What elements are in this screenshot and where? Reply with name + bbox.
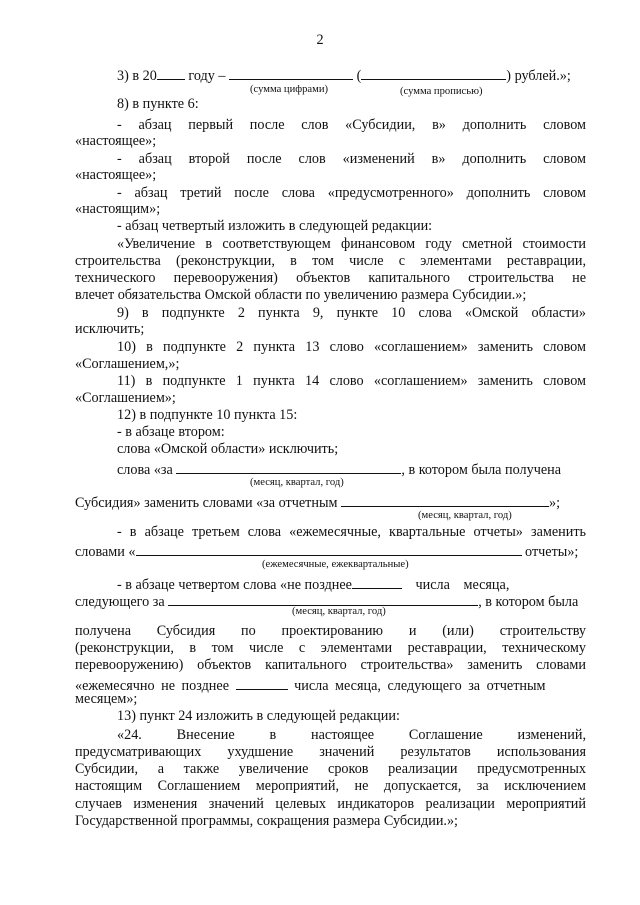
line-13: влечет обязательства Омской области по увеличению размера Субсидии.»;: [75, 287, 527, 303]
line-11: строительства (реконструкции, в том числе с элементами реставрации,: [75, 253, 586, 269]
line-31: перевооружению) объектов капитального строительства» заменить словами: [75, 657, 586, 673]
line-1: 3) в 20 году – ( ) рублей.»;: [117, 65, 586, 85]
line-27: - в абзаце четвертом слова «не позднее числа месяца,: [117, 574, 586, 594]
blank-sum-words: [361, 65, 506, 80]
line-32: «ежемесячно не позднее числа месяца, следующего за отчетным: [75, 675, 586, 695]
caption-sum-words: (сумма прописью): [400, 86, 483, 97]
line-8: «настоящим»;: [75, 201, 161, 217]
line-14: 9) в подпункте 2 пункта 9, пункте 10 слова «Омской области»: [117, 305, 586, 321]
line-23: слова «за , в котором была получена: [117, 459, 586, 479]
blank-report-type: [136, 541, 522, 556]
line-9: - абзац четвертый изложить в следующей редакции:: [117, 218, 433, 234]
line-28: следующего за , в котором была: [75, 591, 586, 611]
line-35: «24. Внесение в настоящее Соглашение изменений,: [117, 727, 586, 743]
line-7: - абзац третий после слова «предусмотренного» дополнить словом: [117, 185, 586, 201]
line-24: Субсидия» заменить словами «за отчетным »;: [75, 492, 586, 512]
line-39: случаев изменения значений целевых индикаторов реализации мероприятий: [75, 796, 586, 812]
line-5: - абзац второй после слов «изменений в» дополнить словом: [117, 151, 586, 167]
blank-period-1: [176, 459, 401, 474]
line-20: 12) в подпункте 10 пункта 15:: [117, 407, 298, 423]
caption-report-type: (ежемесячные, ежеквартальные): [262, 559, 409, 570]
line-15: исключить;: [75, 321, 145, 337]
blank-day-2: [236, 675, 288, 690]
blank-year: [157, 65, 185, 80]
line-22: слова «Омской области» исключить;: [117, 441, 339, 457]
line-18: 11) в подпункте 1 пункта 14 слово «соглашением» заменить словом: [117, 373, 586, 389]
line-10: «Увеличение в соответствующем финансовом году сметной стоимости: [117, 236, 586, 252]
line-34: 13) пункт 24 изложить в следующей редакции:: [117, 708, 400, 724]
line-17: «Соглашением,»;: [75, 356, 180, 372]
blank-period-2: [341, 492, 549, 507]
line-4: «настоящее»;: [75, 133, 157, 149]
line-16: 10) в подпункте 2 пункта 13 слово «соглашением» заменить словом: [117, 339, 586, 355]
line-36: предусматривающих ухудшение значений результатов использования: [75, 744, 586, 760]
blank-period-3: [168, 591, 478, 606]
line-3: - абзац первый после слов «Субсидии, в» дополнить словом: [117, 117, 586, 133]
line-25: - в абзаце третьем слова «ежемесячные, квартальные отчеты» заменить: [117, 524, 586, 540]
line-2: 8) в пункте 6:: [117, 96, 199, 112]
caption-period-3: (месяц, квартал, год): [292, 606, 386, 617]
blank-day-1: [352, 574, 402, 589]
line-38: настоящим Соглашением мероприятий, не допускается, за исключением: [75, 778, 586, 794]
line-30: (реконструкции, в том числе с элементами реставрации, техническому: [75, 640, 586, 656]
line-40: Государственной программы, сокращения размера Субсидии.»;: [75, 813, 458, 829]
line-19: «Соглашением»;: [75, 390, 176, 406]
line-29: получена Субсидия по проектированию и (или) строительству: [75, 623, 586, 639]
line-6: «настоящее»;: [75, 167, 157, 183]
line-21: - в абзаце втором:: [117, 424, 225, 440]
line-12: технического перевооружения) объектов капитального строительства не: [75, 270, 586, 286]
caption-period-2: (месяц, квартал, год): [418, 510, 512, 521]
page-number: 2: [316, 32, 324, 48]
line-33: месяцем»;: [75, 691, 138, 707]
caption-sum-digits: (сумма цифрами): [250, 84, 329, 95]
caption-period-1: (месяц, квартал, год): [250, 477, 344, 488]
line-37: Субсидии, а также увеличение сроков реализации предусмотренных: [75, 761, 586, 777]
line-26: словами « отчеты»;: [75, 541, 586, 561]
blank-sum-digits: [229, 65, 353, 80]
